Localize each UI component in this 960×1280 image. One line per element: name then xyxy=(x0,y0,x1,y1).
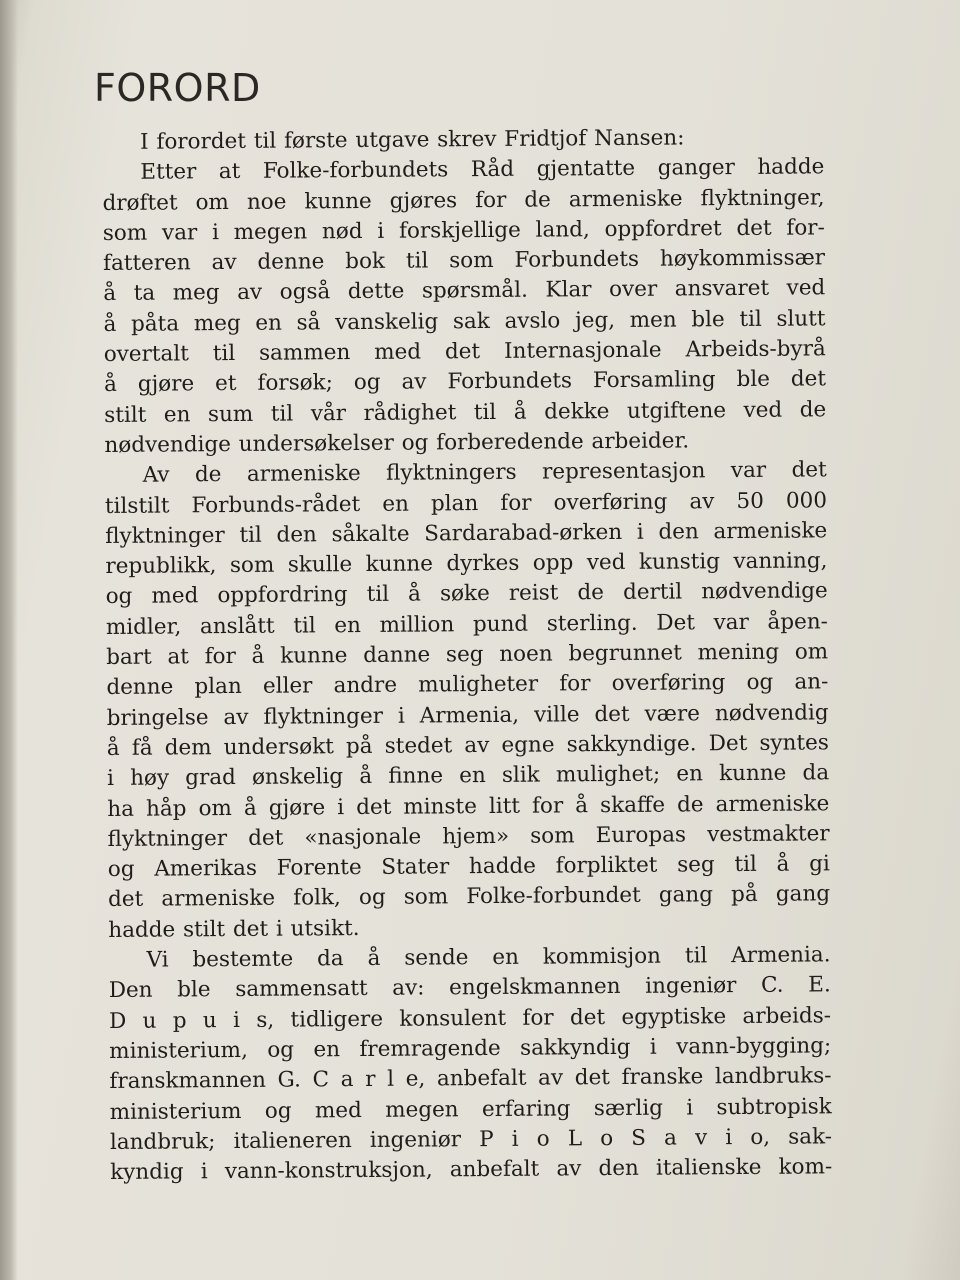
text-line: hadde stilt det i utsikt. xyxy=(108,915,360,943)
text-line: bringelse av flyktninger i Armenia, ville det være nødvendig xyxy=(106,699,829,731)
text-line: fatteren av denne bok til som Forbundets høykommissær xyxy=(102,245,826,277)
text-line: nødvendige undersøkelser og forberedende arbeider. xyxy=(104,428,690,458)
text-line: ministerium og med megen erfaring særlig i subtropisk xyxy=(109,1093,832,1125)
text-line: denne plan eller andre muligheter for overføring og an- xyxy=(106,669,829,701)
text-line: stilt en sum til vår rådighet til å dekke utgiftene ved de xyxy=(104,396,827,428)
text-line: ha håp om å gjøre i det minste litt for å skaffe de armeniske xyxy=(107,790,830,822)
text-line: som var i megen nød i forskjellige land, oppfordret det for- xyxy=(102,215,825,246)
text-line: flyktninger det «nasjonale hjem» som Europas vestmakter xyxy=(107,821,830,852)
text-line: ministerium, og en fremragende sakkyndig i vann-bygging; xyxy=(109,1033,832,1064)
text-line: Vi bestemte da å sende en kommisjon til Armenia. xyxy=(146,942,831,973)
text-line: og Amerikas Forente Stater hadde forpliktet seg til å gi xyxy=(107,851,830,883)
chapter-heading: FORORD xyxy=(94,66,261,110)
text-line: landbruk; italieneren ingeniør P i o L o S a v i o, sak- xyxy=(109,1124,833,1155)
text-line: Den ble sammensatt av: engelskmannen ingeniør C. E. xyxy=(108,972,831,1004)
text-line: i høy grad ønskelig å finne en slik mulighet; en kunne da xyxy=(107,760,830,792)
text-line: I forordet til første utgave skrev Fridtjof Nansen: xyxy=(140,125,685,155)
text-line: bart at for å kunne danne seg noen begrunnet mening om xyxy=(106,639,829,671)
text-line: overtalt til sammen med det Internasjonale Arbeids-byrå xyxy=(103,336,826,368)
text-line: det armeniske folk, og som Folke-forbundet gang på gang xyxy=(107,881,831,913)
body-text xyxy=(102,122,832,1188)
text-line: drøftet om noe kunne gjøres for de armeniske flyktninger, xyxy=(102,184,825,216)
text-line: franskmannen G. C a r l e, anbefalt av det franske landbruks- xyxy=(109,1063,832,1095)
text-line: å få dem undersøkt på stedet av egne sakkyndige. Det syntes xyxy=(106,730,829,761)
text-line: tilstilt Forbunds-rådet en plan for overføring av 50 000 xyxy=(104,487,828,519)
page-gutter-shadow xyxy=(0,0,18,1280)
text-line: kyndig i vann-konstruksjon, anbefalt av den italienske kom- xyxy=(110,1154,833,1186)
text-line: midler, anslått til en million pund sterling. Det var åpen- xyxy=(105,609,828,640)
text-line: og med oppfordring til å søke reist de dertil nødvendige xyxy=(105,578,828,610)
text-line: D u p u i s, tidligere konsulent for det egyptiske arbeids- xyxy=(108,1002,832,1034)
text-line: republikk, som skulle kunne dyrkes opp ved kunstig vanning, xyxy=(105,548,828,580)
text-line: å ta meg av også dette spørsmål. Klar over ansvaret ved xyxy=(103,275,826,307)
text-line: å gjøre et forsøk; og av Forbundets Forsamling ble det xyxy=(103,366,827,398)
text-line: flyktninger til den såkalte Sardarabad-ørken i den armeniske xyxy=(105,518,828,549)
text-line: Etter at Folke-forbundets Råd gjentatte ganger hadde xyxy=(140,154,825,185)
text-line: Av de armeniske flyktningers representasjon var det xyxy=(142,457,827,488)
text-line: å påta meg en så vanskelig sak avslo jeg, men ble til slutt xyxy=(103,306,826,337)
